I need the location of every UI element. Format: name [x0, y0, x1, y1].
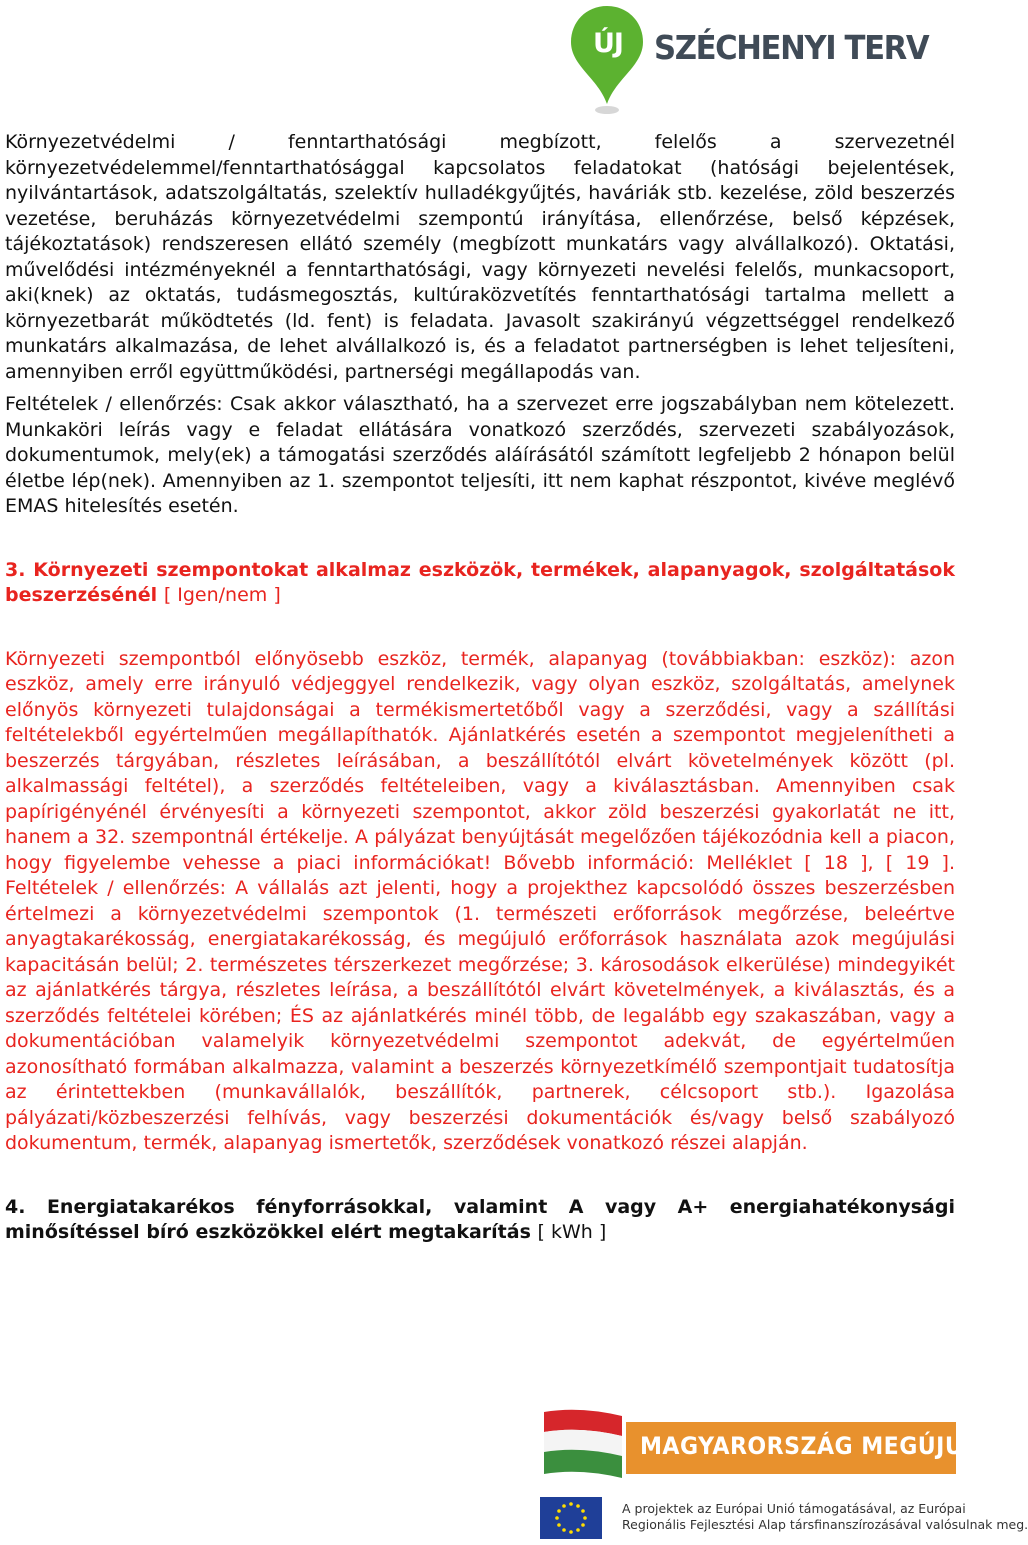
section-3-body: Környezeti szempontból előnyösebb eszköz, termék, alapanyag (továbbiakban: eszköz): azon eszköz, amely erre irányuló védjeggyel rendelkezik, vagy olyan eszköz, szolgáltatás, amelynek előnyös környezeti tulajdonságai a termékismertetőből vagy a szerződési, vagy a szállítási feltételekből egyértelműen megállapíthatók. Ajánlatkérés esetén a szempontot megjelenítheti a beszerzés tárgyában, részletes leírásában, a beszállítótól elvárt követelmények között (pl. alkalmassági feltétel), a szerződés feltételeiben, vagy a kiválasztásban. Amennyiben csak papírigényénél érvényesíti a környezeti szempontot, akkor zöld beszerzési gyakorlatát ne itt, hanem a 32. szempontnál értékelje. A pályázat benyújtását megelőzően tájékozódnia kell a piacon, hogy figyelembe vehesse a piaci információkat! Bővebb információ: Melléklet [ 18 ], [ 19 ]. Feltételek / ellenőrzés: A vállalás azt jelenti, hogy a projekthez kapcsolódó összes beszerzésben értelmezi a környezetvédelmi szempontok (1. természeti erőforrások megőrzése, beleértve anyagtakarékosság, energiatakarékosság, és megújuló erőforrások használata azok megújulási kapacitásán belül; 2. természetes térszerkezet megőrzése; 3. károsodások elkerülése) mindegyikét az ajánlatkérés tárgya, részletes leírása, a beszállítótól elvárt követelmények, a kiválasztás, és a szerződés feltételei körében; ÉS az ajánlatkérés minél több, de legalább egy szakaszában, vagy a dokumentációban valamelyik környezetvédelmi szempontot adekvát, de egyértelműen azonosítható formában alkalmazza, valamint a beszerzés környezetkímélő szempontjait tudatosítja az érintettekben (munkavállalók, beszállítók, partnerek, célcsoport stb.). Igazolása pályázati/közbeszerzési felhívás, vagy beszerzési dokumentációk és/vagy belső szabályozó dokumentum, termék, alapanyag ismertetők, szerződések vonatkozó részei alapján. [5, 647, 955, 1154]
orange-banner [626, 1422, 978, 1474]
eu-notice-line-2: Regionális Fejlesztési Alap társfinanszírozásával valósulnak meg. [622, 1517, 1028, 1532]
section-3-heading [5, 558, 955, 609]
spacer [5, 385, 955, 392]
magyarorszag-megujul-logo [540, 1406, 978, 1486]
eu-notice-text [622, 1501, 1028, 1533]
section-4-number: 4. [5, 1195, 26, 1218]
spacer [5, 520, 955, 558]
main-content [5, 130, 955, 1246]
logo-mark-text: ÚJ [593, 28, 623, 59]
banner-text: MAGYARORSZÁG MEGÚJUL [640, 1432, 978, 1460]
section-3-title: Környezeti szempontokat alkalmaz eszközök, termékek, alapanyagok, szolgáltatások beszerzésénél [5, 558, 955, 606]
paragraph-responsible-person: Környezetvédelmi / fenntarthatósági megbízott, felelős a szervezetnél környezetvédelemmel/fenntarthatósággal kapcsolatos feladatokat (hatósági bejelentések, nyilvántartások, adatszolgáltatás, szelektív hulladékgyűjtés, haváriák stb. kezelése, zöld beszerzés vezetése, beruházás környezetvédelmi szempontú irányítása, ellenőrzése, belső képzések, tájékoztatások) rendszeresen ellátó személy (megbízott munkatárs vagy alvállalkozó). Oktatási, művelődési intézményeknél a fenntarthatósági, vagy környezeti nevelési felelős, munkacsoport, aki(knek) az oktatás, tudásmegosztás, kultúraközvetítés fenntarthatósági tartalma mellett a környezetbarát működtetés (ld. fent) is feladata. Javasolt szakirányú végzettséggel rendelkező munkatárs alkalmazása, de lehet alvállalkozó is, és a feladatot partnerségben is lehet teljesíteni, amennyiben erről együttműködési, partnerségi megállapodás van. [5, 131, 955, 383]
spacer [5, 1157, 955, 1195]
paragraph-conditions: Feltételek / ellenőrzés: Csak akkor választható, ha a szervezet erre jogszabályban nem kötelezett. Munkaköri leírás vagy e feladat ellátására vonatkozó szerződés, szervezeti szabályozások, dokumentumok, mely(ek) a támogatási szerződés aláírásától számított legfeljebb 2 hónapon belül életbe lép(nek). Amennyiben az 1. szempontot teljesíti, itt nem kaphat részpontot, kivéve meglévő EMAS hitelesítés esetén. [5, 393, 955, 517]
szechenyi-terv-logo [568, 4, 948, 116]
location-pin-icon [568, 4, 646, 116]
section-4-title: Energiatakarékos fényforrásokkal, valamint A vagy A+ energiahatékonysági minősítéssel bíró eszközökkel elért megtakarítás [5, 1195, 955, 1243]
hungarian-flag-icon [540, 1406, 626, 1486]
eu-support-notice [540, 1493, 1028, 1543]
section-4-heading [5, 1195, 955, 1246]
eu-notice-line-1: A projektek az Európai Unió támogatásával, az Európai [622, 1501, 966, 1516]
section-3-number: 3. [5, 558, 26, 581]
logo-brand-text: SZÉCHENYI TERV [654, 28, 929, 67]
spacer [5, 609, 955, 647]
section-3-unit: [ Igen/nem ] [163, 584, 281, 606]
section-4-unit: [ kWh ] [537, 1221, 607, 1243]
eu-flag-icon [540, 1497, 602, 1539]
